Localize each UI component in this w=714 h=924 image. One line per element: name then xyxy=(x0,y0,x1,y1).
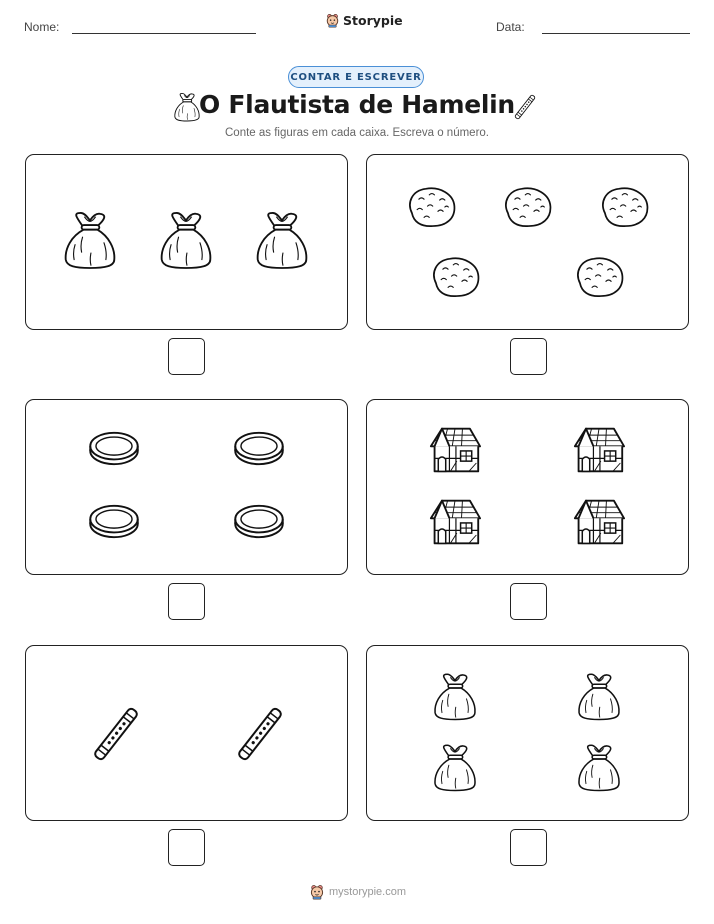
counting-panel-flutes xyxy=(25,645,348,821)
bread-loaf-icon xyxy=(501,185,553,229)
sack-icon xyxy=(576,671,622,722)
sack-icon xyxy=(62,209,118,271)
counting-panel-sacks xyxy=(25,154,348,330)
sack-icon xyxy=(432,742,478,793)
brand-name: Storypie xyxy=(343,13,403,28)
page-title: O Flautista de Hamelin xyxy=(199,90,515,119)
answer-box[interactable] xyxy=(168,829,205,866)
coin-icon xyxy=(87,502,141,540)
sack-icon xyxy=(158,209,214,271)
date-label: Data: xyxy=(496,20,525,34)
flute-icon xyxy=(230,702,290,766)
bread-loaf-icon xyxy=(429,255,481,299)
storypie-mascot-icon xyxy=(309,884,325,900)
instructions: Conte as figuras em cada caixa. Escreva o número. xyxy=(225,127,489,139)
cottage-icon xyxy=(571,424,627,476)
brand-logo xyxy=(325,13,403,28)
cottage-icon xyxy=(427,496,483,548)
sack-icon xyxy=(254,209,310,271)
counting-panel-coins xyxy=(25,399,348,575)
date-input-line[interactable] xyxy=(542,33,690,34)
bread-loaf-icon xyxy=(573,255,625,299)
answer-box[interactable] xyxy=(168,338,205,375)
activity-badge: CONTAR E ESCREVER xyxy=(288,66,424,88)
footer-url: mystorypie.com xyxy=(329,886,407,898)
flute-icon xyxy=(511,91,539,123)
counting-panel-cottages xyxy=(366,399,689,575)
coin-icon xyxy=(232,429,286,467)
answer-box[interactable] xyxy=(510,338,547,375)
flute-icon xyxy=(86,702,146,766)
sack-icon xyxy=(432,671,478,722)
coin-icon xyxy=(232,502,286,540)
cottage-icon xyxy=(571,496,627,548)
answer-box[interactable] xyxy=(510,829,547,866)
sack-icon xyxy=(576,742,622,793)
bread-loaf-icon xyxy=(598,185,650,229)
name-input-line[interactable] xyxy=(72,33,256,34)
storypie-mascot-icon xyxy=(325,13,340,28)
answer-box[interactable] xyxy=(168,583,205,620)
counting-panel-bread xyxy=(366,154,689,330)
cottage-icon xyxy=(427,424,483,476)
counting-panel-sacks-small xyxy=(366,645,689,821)
coin-icon xyxy=(87,429,141,467)
footer xyxy=(309,884,406,900)
answer-box[interactable] xyxy=(510,583,547,620)
bread-loaf-icon xyxy=(405,185,457,229)
name-label: Nome: xyxy=(24,20,60,34)
